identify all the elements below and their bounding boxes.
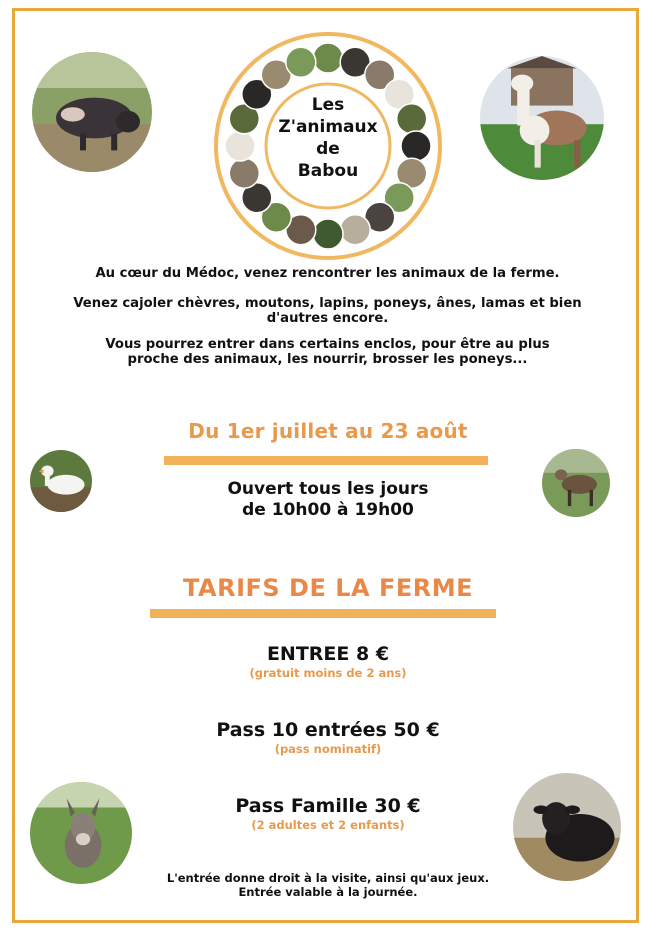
price-note: (pass nominatif) [274,742,382,756]
price-note: (gratuit moins de 2 ans) [249,666,407,680]
dates-underline [164,456,488,465]
hours-line-2: de 10h00 à 19h00 [242,500,414,520]
footer-line-1: L'entrée donne droit à la visite, ainsi qu'aux jeux. [166,871,490,885]
tarifs-underline [150,609,496,618]
price-entree [140,642,516,680]
price-label: Pass Famille 30 € [235,795,421,817]
season-dates: Du 1er juillet au 23 août [188,419,468,443]
wheel-animal-photo [340,215,370,245]
donkey-photo [30,782,132,884]
logo-line-1: Les [311,95,345,115]
duck-photo [30,450,92,512]
pig-photo [32,52,152,172]
intro-paragraph-3: Vous pourrez entrer dans certains enclos, pour être au plus proche des animaux, les nourrir, brosser les poneys... [105,337,550,367]
price-label: Pass 10 entrées 50 € [216,719,440,741]
wheel-animal-photo [313,219,343,249]
goat-photo [542,449,610,517]
logo-line-2: Z'animaux [278,117,378,137]
price-note: (2 adultes et 2 enfants) [251,818,405,832]
wheel-animal-photo [225,131,255,161]
cow-photo [513,773,621,881]
opening-hours [150,479,506,521]
footer-notes [100,871,556,899]
wheel-animal-photo [313,43,343,73]
tarifs-title: TARIFS DE LA FERME [183,574,473,602]
price-pass-famille [140,794,516,832]
llama-photo [480,56,604,180]
intro-paragraph-1: Au cœur du Médoc, venez rencontrer les animaux de la ferme. [95,266,560,281]
wheel-animal-photo [401,131,431,161]
logo-title [278,94,378,182]
price-label: ENTREE 8 € [266,643,390,665]
footer-line-2: Entrée valable à la journée. [238,885,418,899]
logo-line-3: de [316,139,340,159]
wheel-animal-photo [229,158,259,188]
wheel-animal-photo [397,104,427,134]
hours-line-1: Ouvert tous les jours [227,479,429,499]
wheel-animal-photo [286,47,316,77]
price-pass-10 [140,718,516,756]
intro-paragraph-2: Venez cajoler chèvres, moutons, lapins, poneys, ânes, lamas et bien d'autres encore. [73,296,582,326]
logo-line-4: Babou [297,161,359,181]
